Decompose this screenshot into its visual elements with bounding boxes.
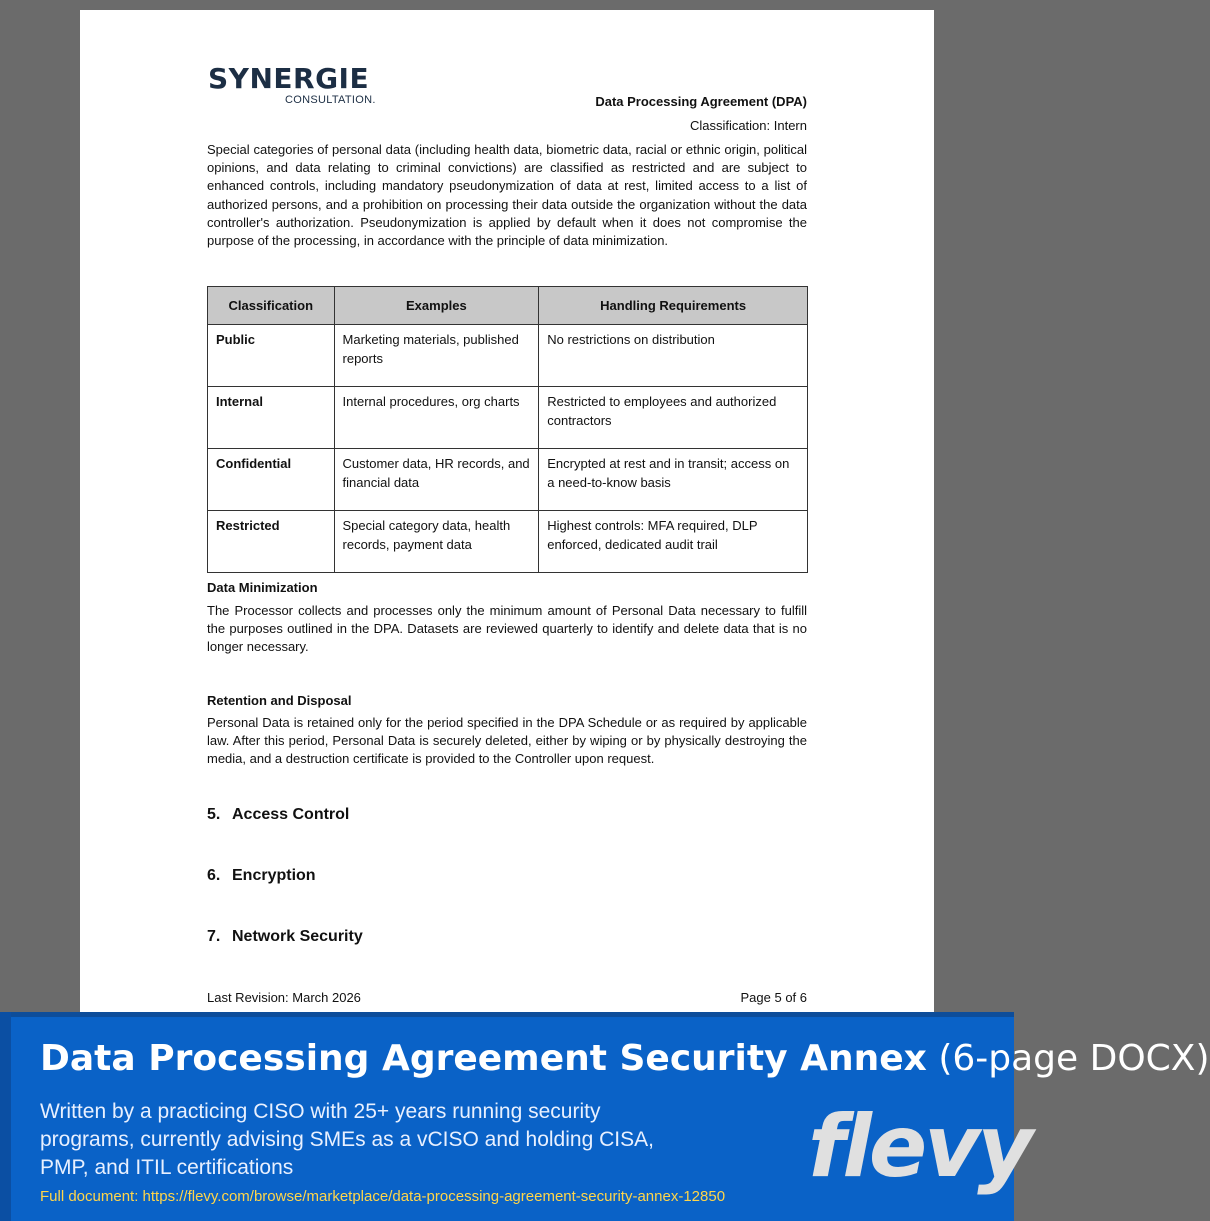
section-title: Encryption <box>232 867 316 884</box>
column-header-classification: Classification <box>208 287 335 325</box>
column-header-handling: Handling Requirements <box>539 287 808 325</box>
company-logo-subtitle: CONSULTATION. <box>285 94 376 106</box>
section-title: Network Security <box>232 928 363 945</box>
intro-paragraph: Special categories of personal data (including health data, biometric data, racial or ethnic origin, political opinions, and data relating to criminal convictions) are classified as restricted and are subject to enhanced controls, including mandatory pseudonymization of data at rest, limited access to a list of authorized persons, and a prohibition on processing their data outside the organization without the data controller's authorization. Pseudonymization is applied by default when it does not compromise the purpose of the processing, in accordance with the principle of data minimization. <box>207 142 807 249</box>
table-cell-handling: Restricted to employees and authorized contractors <box>539 387 808 449</box>
table-row <box>208 325 808 387</box>
table-cell-examples: Special category data, health records, payment data <box>334 511 539 573</box>
classification-table <box>207 286 808 573</box>
table-row <box>208 511 808 573</box>
banner-left-edge <box>0 1012 11 1221</box>
section-title: Access Control <box>232 806 350 823</box>
retention-heading: Retention and Disposal <box>207 693 352 708</box>
document-page <box>80 10 934 1014</box>
table-cell-handling: No restrictions on distribution <box>539 325 808 387</box>
section-heading-encryption <box>207 867 316 885</box>
document-classification: Classification: Intern <box>689 118 807 133</box>
banner-title <box>40 1038 1210 1079</box>
banner-top-border <box>0 1012 1014 1017</box>
table-cell-handling: Encrypted at rest and in transit; access on a need-to-know basis <box>539 449 808 511</box>
footer-revision: Last Revision: March 2026 <box>207 990 361 1005</box>
banner-description: Written by a practicing CISO with 25+ years running security programs, currently advising SMEs as a vCISO and holding CISA, PMP, and ITIL certifications <box>40 1100 654 1179</box>
table-row <box>208 449 808 511</box>
retention-paragraph: Personal Data is retained only for the period specified in the DPA Schedule or as required by applicable law. After this period, Personal Data is securely deleted, either by wiping or by physically destroying the media, and a destruction certificate is provided to the Controller upon request. <box>207 715 807 767</box>
footer-page-number: Page 5 of 6 <box>740 990 807 1005</box>
table-cell-classification: Restricted <box>208 511 335 573</box>
table-cell-classification: Public <box>208 325 335 387</box>
section-heading-access-control <box>207 806 349 824</box>
company-logo: SYNERGIE <box>208 62 370 95</box>
flevy-logo: flevy <box>808 1097 1031 1197</box>
section-number: 5. <box>207 806 221 823</box>
document-header-title: Data Processing Agreement (DPA) <box>595 94 807 109</box>
section-number: 7. <box>207 928 221 945</box>
section-number: 6. <box>207 867 221 884</box>
table-cell-classification: Confidential <box>208 449 335 511</box>
table-header-row <box>208 287 808 325</box>
table-cell-examples: Marketing materials, published reports <box>334 325 539 387</box>
column-header-examples: Examples <box>334 287 539 325</box>
promo-banner <box>0 1012 1210 1221</box>
table-cell-examples: Internal procedures, org charts <box>334 387 539 449</box>
table-row <box>208 387 808 449</box>
data-minimization-paragraph: The Processor collects and processes only the minimum amount of Personal Data necessary to fulfill the purposes outlined in the DPA. Datasets are reviewed quarterly to identify and delete data that is no longer necessary. <box>207 603 807 655</box>
table-cell-classification: Internal <box>208 387 335 449</box>
table-cell-handling: Highest controls: MFA required, DLP enforced, dedicated audit trail <box>539 511 808 573</box>
banner-document-link[interactable]: Full document: https://flevy.com/browse/marketplace/data-processing-agreement-security-annex-12850 <box>40 1188 726 1205</box>
banner-title-main: Data Processing Agreement Security Annex <box>40 1038 927 1079</box>
section-heading-network-security <box>207 928 363 946</box>
data-minimization-heading: Data Minimization <box>207 580 318 595</box>
banner-title-suffix: (6-page DOCX) <box>938 1038 1210 1079</box>
table-cell-examples: Customer data, HR records, and financial data <box>334 449 539 511</box>
